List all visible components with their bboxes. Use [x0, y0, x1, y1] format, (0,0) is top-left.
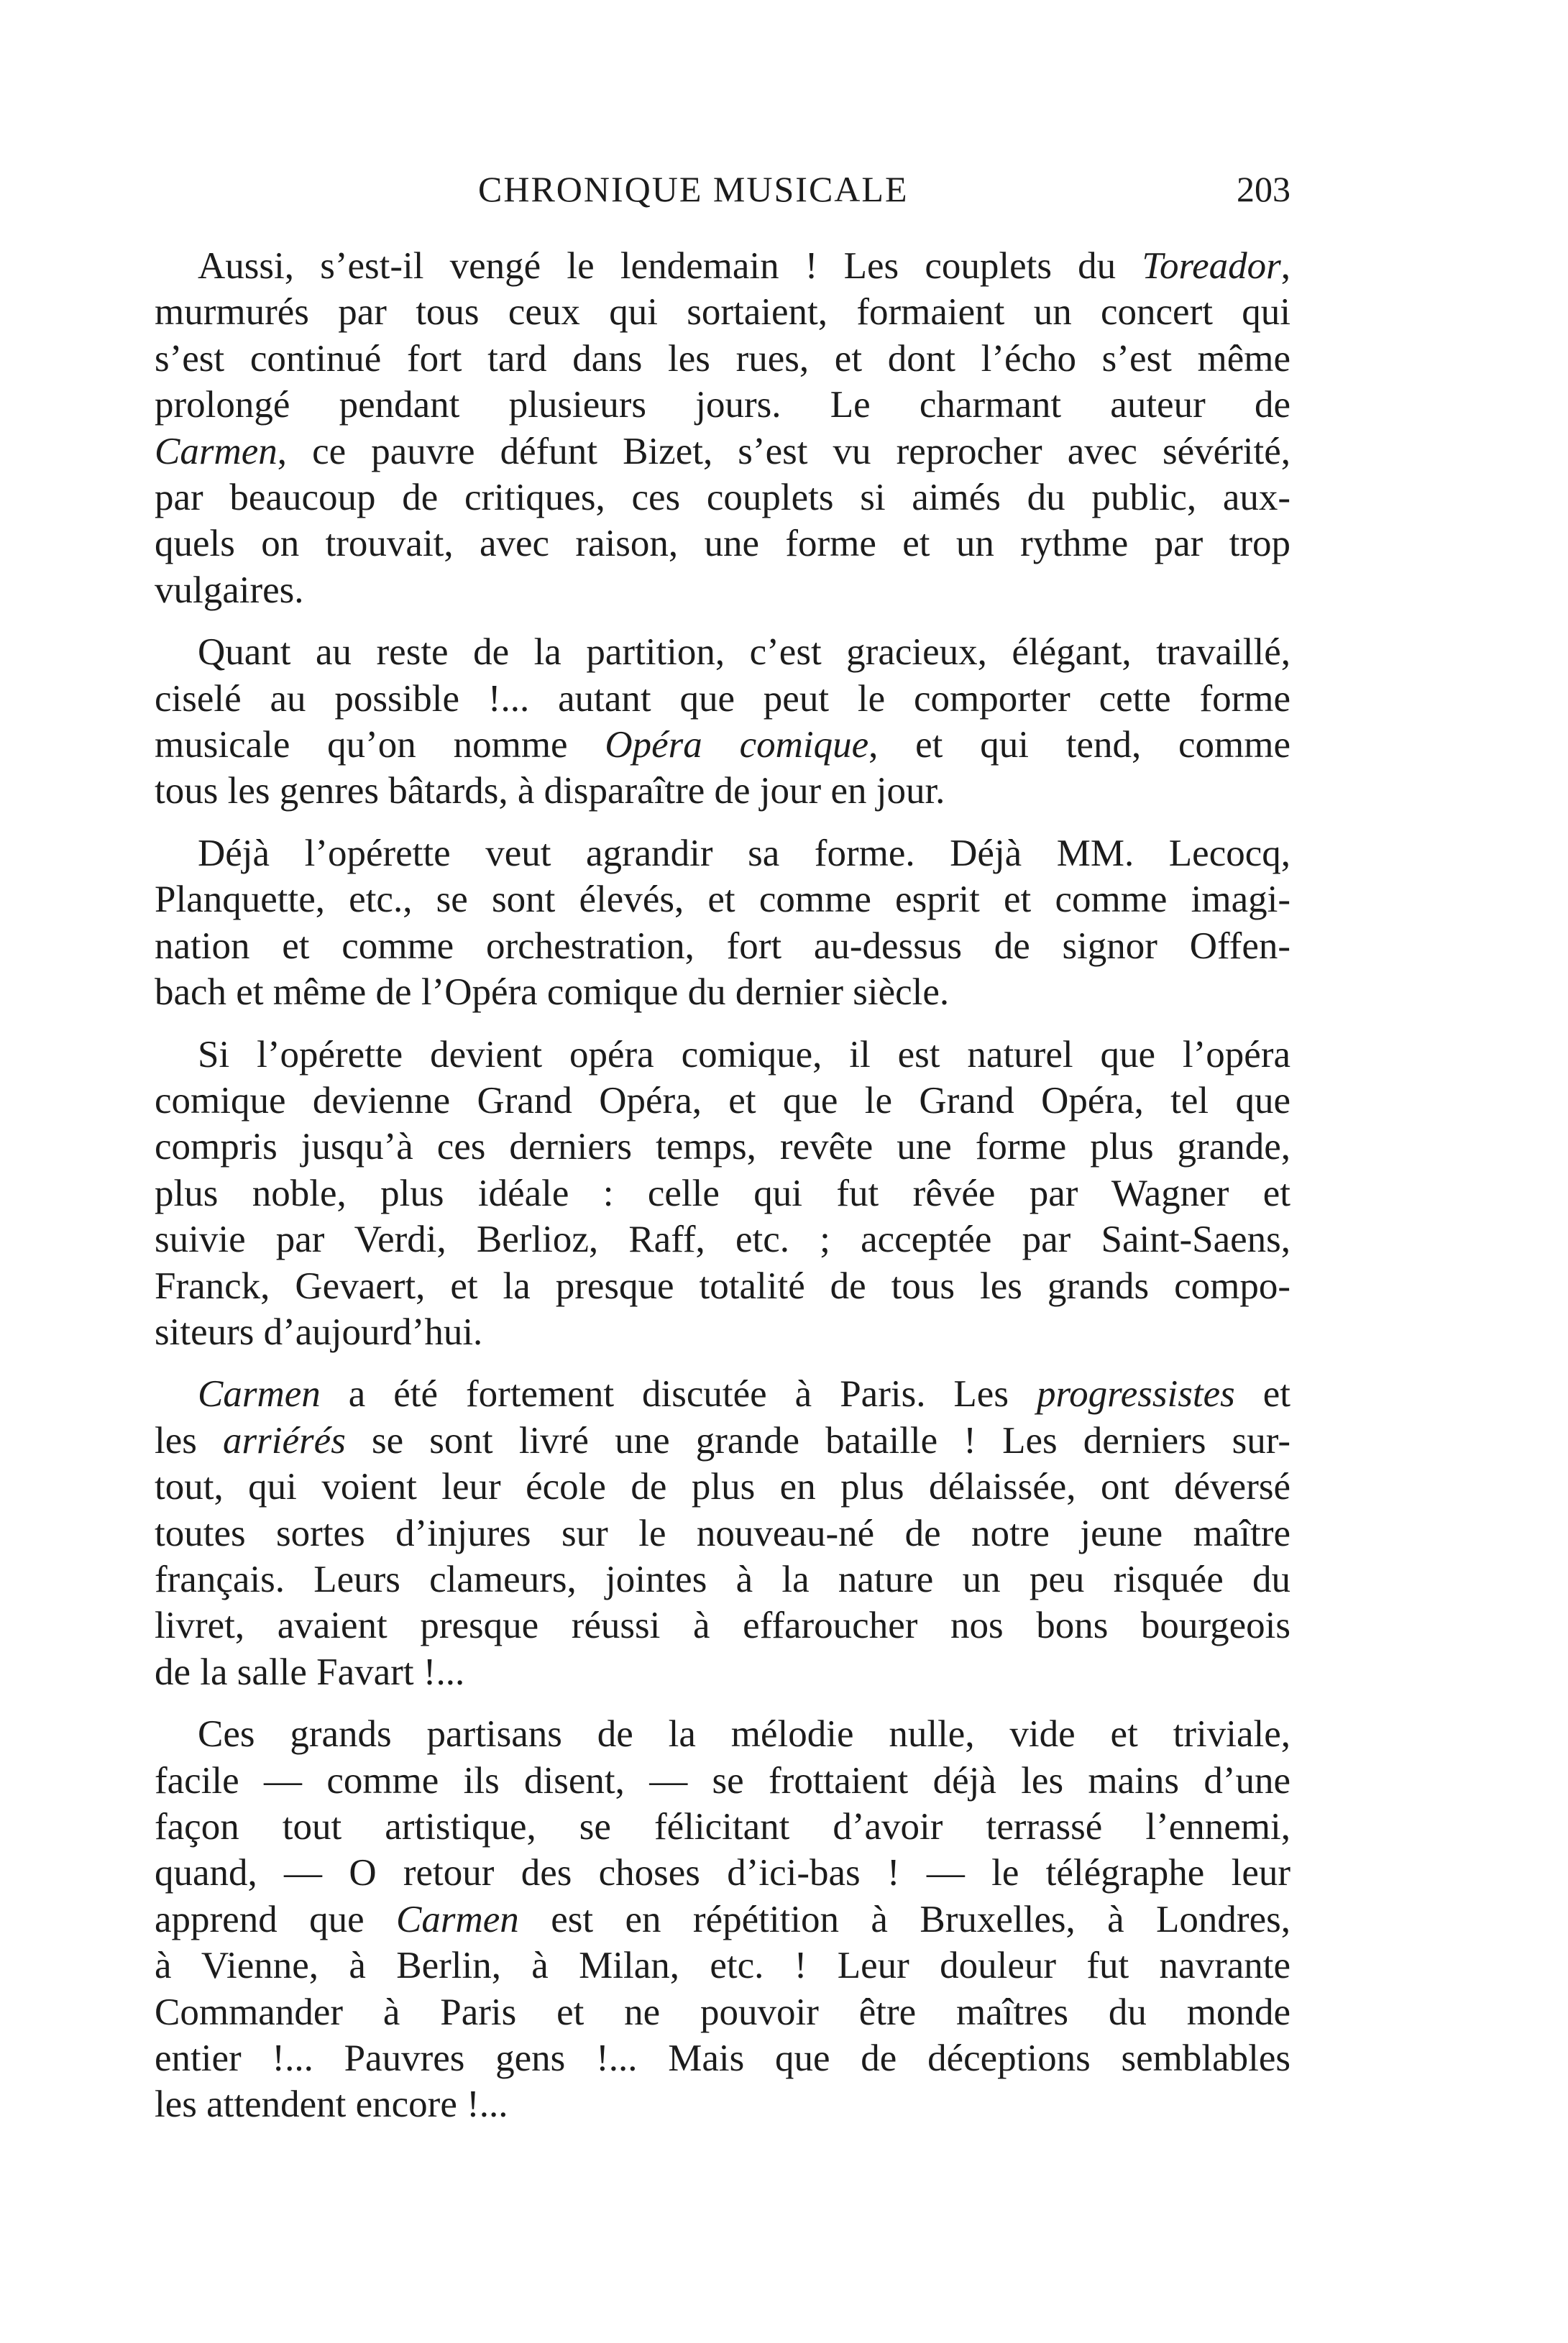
text-line: Commander à Paris et ne pouvoir être maîtres du monde: [155, 1991, 1290, 2033]
italic-text: Opéra comique: [605, 724, 869, 766]
text-line: Aussi, s’est-il vengé le lendemain ! Les couplets du Toreador,: [198, 245, 1290, 287]
running-title: CHRONIQUE MUSICALE: [478, 169, 909, 209]
text-line: par beaucoup de critiques, ces couplets si aimés du public, aux-: [155, 477, 1290, 519]
text-line: compris jusqu’à ces derniers temps, revête une forme plus grande,: [155, 1126, 1290, 1168]
text-line: Ces grands partisans de la mélodie nulle, vide et triviale,: [198, 1713, 1290, 1756]
paragraph: [155, 629, 1290, 815]
text-line: livret, avaient presque réussi à effaroucher nos bons bourgeois: [155, 1605, 1290, 1647]
italic-text: arriérés: [223, 1419, 346, 1462]
text-line: siteurs d’aujourd’hui.: [155, 1311, 483, 1353]
text-line: tout, qui voient leur école de plus en plus délaissée, ont déversé: [155, 1466, 1290, 1508]
text-line: Franck, Gevaert, et la presque totalité de tous les grands compo-: [155, 1265, 1290, 1307]
text-line: musicale qu’on nomme Opéra comique, et qui tend, comme: [155, 724, 1290, 766]
text-line: murmurés par tous ceux qui sortaient, formaient un concert qui: [155, 291, 1290, 334]
paragraph: [155, 1371, 1290, 1695]
italic-text: Carmen: [396, 1898, 519, 1940]
text-line: toutes sortes d’injures sur le nouveau-né de notre jeune maître: [155, 1512, 1290, 1554]
italic-text: progressistes: [1036, 1373, 1235, 1416]
running-head: [155, 164, 1290, 214]
text-line: vulgaires.: [155, 569, 304, 611]
text-line: façon tout artistique, se félicitant d’avoir terrassé l’ennemi,: [155, 1806, 1290, 1848]
text-line: nation et comme orchestration, fort au-dessus de signor Offen-: [155, 925, 1290, 967]
text-line: Déjà l’opérette veut agrandir sa forme. Déjà MM. Lecocq,: [198, 832, 1290, 874]
text-line: bach et même de l’Opéra comique du dernier siècle.: [155, 971, 950, 1014]
book-page: [155, 164, 1290, 2144]
text-line: ciselé au possible !... autant que peut le comporter cette forme: [155, 677, 1290, 720]
text-line: français. Leurs clameurs, jointes à la nature un peu risquée du: [155, 1558, 1290, 1600]
text-line: de la salle Favart !...: [155, 1651, 465, 1693]
text-line: facile — comme ils disent, — se frottaient déjà les mains d’une: [155, 1759, 1290, 1802]
text-line: quand, — O retour des choses d’ici-bas ! — le télégraphe leur: [155, 1852, 1290, 1894]
text-line: quels on trouvait, avec raison, une forme et un rythme par trop: [155, 523, 1290, 565]
text-line: suivie par Verdi, Berlioz, Raff, etc. ; acceptée par Saint-Saens,: [155, 1219, 1290, 1261]
paragraph: [155, 830, 1290, 1016]
text-line: entier !... Pauvres gens !... Mais que de déceptions semblables: [155, 2037, 1290, 2080]
text-line: les arriérés se sont livré une grande bataille ! Les derniers sur-: [155, 1419, 1290, 1462]
italic-text: Carmen: [155, 430, 278, 472]
text-line: apprend que Carmen est en répétition à Bruxelles, à Londres,: [155, 1898, 1290, 1940]
text-line: Si l’opérette devient opéra comique, il est naturel que l’opéra: [198, 1033, 1290, 1076]
page-number: 203: [1237, 169, 1290, 209]
paragraph: [155, 1711, 1290, 2128]
paragraph: [155, 1032, 1290, 1356]
paragraph: [155, 243, 1290, 613]
text-line: les attendent encore !...: [155, 2083, 508, 2126]
text-line: comique devienne Grand Opéra, et que le Grand Opéra, tel que: [155, 1079, 1290, 1122]
text-line: plus noble, plus idéale : celle qui fut rêvée par Wagner et: [155, 1172, 1290, 1214]
text-line: tous les genres bâtards, à disparaître de jour en jour.: [155, 770, 945, 812]
text-line: à Vienne, à Berlin, à Milan, etc. ! Leur douleur fut navrante: [155, 1945, 1290, 1987]
text-line: s’est continué fort tard dans les rues, et dont l’écho s’est même: [155, 337, 1290, 380]
italic-text: Toreador: [1142, 245, 1281, 287]
text-line: Quant au reste de la partition, c’est gracieux, élégant, travaillé,: [198, 631, 1290, 674]
text-line: Carmen, ce pauvre défunt Bizet, s’est vu reprocher avec sévérité,: [155, 430, 1290, 472]
text-line: Planquette, etc., se sont élevés, et comme esprit et comme imagi-: [155, 879, 1290, 921]
text-line: prolongé pendant plusieurs jours. Le charmant auteur de: [155, 384, 1290, 426]
italic-text: Carmen: [198, 1373, 321, 1416]
text-line: Carmen a été fortement discutée à Paris. Les progressistes et: [198, 1373, 1291, 1416]
